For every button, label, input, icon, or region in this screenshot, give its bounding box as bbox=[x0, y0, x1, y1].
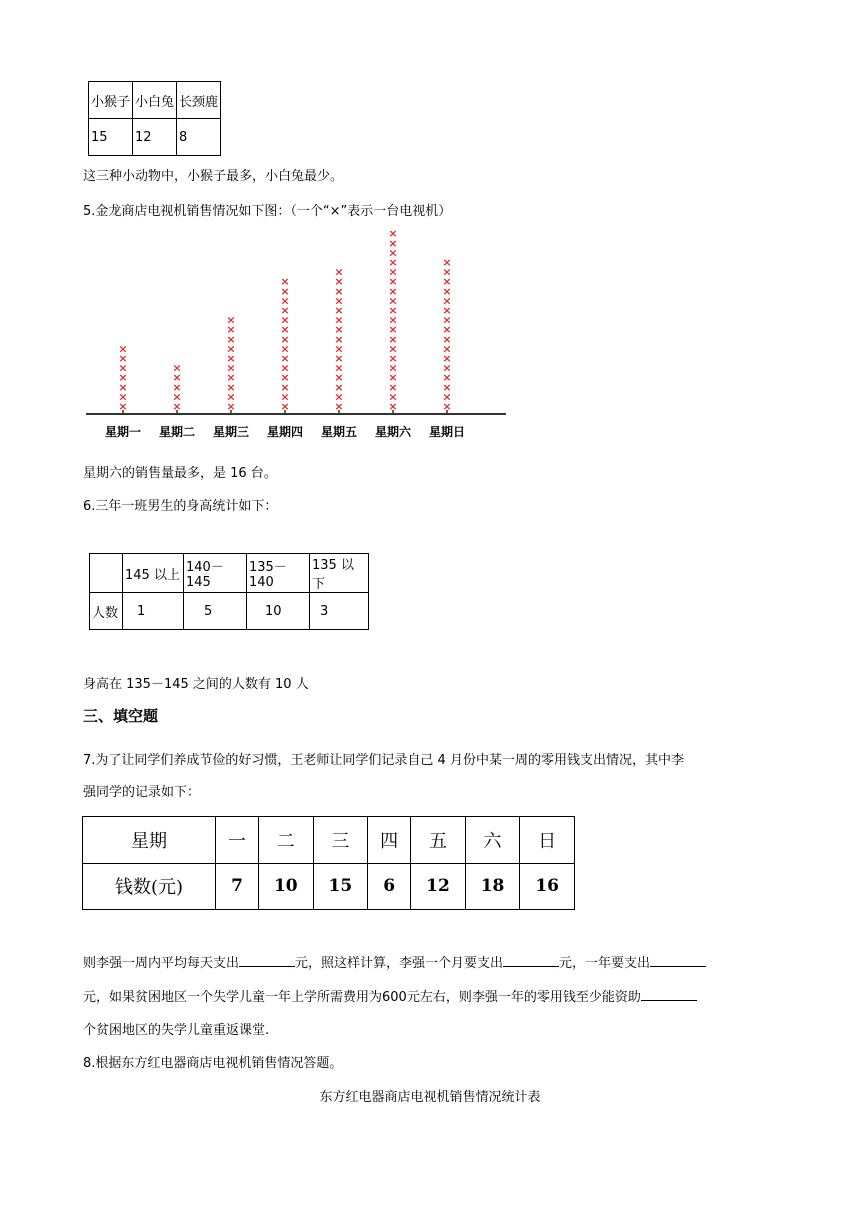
category-label: 星期一 bbox=[104, 425, 142, 439]
data-mark-x: × bbox=[280, 390, 290, 404]
data-mark-x: × bbox=[280, 304, 290, 317]
data-mark-x: × bbox=[442, 275, 452, 289]
tv-sales-chart bbox=[86, 224, 508, 446]
data-mark-x: × bbox=[388, 390, 398, 404]
data-mark-x: × bbox=[280, 332, 290, 346]
data-mark-x: × bbox=[442, 265, 452, 279]
data-mark-x: × bbox=[334, 294, 344, 308]
q6-title: 6.三年一班男生的身高统计如下： bbox=[83, 499, 278, 514]
data-mark-x: × bbox=[442, 371, 452, 385]
category-label: 星期四 bbox=[266, 425, 304, 439]
data-mark-x: × bbox=[280, 352, 290, 365]
table-cell: 6 bbox=[368, 863, 411, 910]
data-mark-x: × bbox=[118, 361, 128, 375]
table-cell: 钱数(元) bbox=[83, 863, 216, 910]
q8-title: 8.根据东方红电器商店电视机销售情况答题。 bbox=[83, 1056, 343, 1071]
data-mark-x: × bbox=[334, 265, 344, 279]
data-mark-x: × bbox=[334, 313, 344, 327]
q5-statement: 星期六的销售量最多，是 16 台。 bbox=[83, 466, 277, 481]
table-cell: 145 以上 bbox=[123, 554, 184, 593]
data-mark-x: × bbox=[334, 390, 344, 404]
table-row bbox=[89, 82, 221, 119]
data-mark-x: × bbox=[442, 380, 452, 394]
data-mark-x: × bbox=[334, 332, 344, 346]
data-mark-x: × bbox=[442, 390, 452, 404]
data-mark-x: × bbox=[442, 332, 452, 346]
data-mark-x: × bbox=[118, 342, 128, 356]
table-cell: 五 bbox=[411, 817, 466, 864]
data-mark-x: × bbox=[442, 304, 452, 317]
data-mark-x: × bbox=[388, 313, 398, 327]
table-cell: 三 bbox=[313, 817, 368, 864]
data-mark-x: × bbox=[334, 284, 344, 298]
category-label: 星期日 bbox=[428, 425, 466, 439]
text-segment: 元，照这样计算，李强一个月要支出 bbox=[295, 956, 504, 971]
table-cell: 1 bbox=[123, 593, 184, 630]
data-mark-x: × bbox=[442, 294, 452, 308]
spending-table bbox=[82, 816, 575, 910]
data-mark-x: × bbox=[334, 352, 344, 365]
data-mark-x: × bbox=[388, 256, 398, 269]
category-label: 星期六 bbox=[374, 425, 412, 439]
table-row bbox=[83, 817, 575, 864]
data-mark-x: × bbox=[388, 236, 398, 250]
q7-line1: 7.为了让同学们养成节俭的好习惯，王老师让同学们记录自己 4 月份中某一周的零用钱支出情况，其中李 bbox=[83, 753, 684, 768]
category-label: 星期五 bbox=[320, 425, 358, 439]
data-mark-x: × bbox=[226, 323, 236, 337]
data-mark-x: × bbox=[334, 323, 344, 337]
data-mark-x: × bbox=[442, 352, 452, 365]
table-cell: 人数 bbox=[90, 593, 123, 630]
data-mark-x: × bbox=[226, 313, 236, 327]
data-mark-x: × bbox=[334, 342, 344, 356]
data-mark-x: × bbox=[226, 390, 236, 404]
q8-table-title: 东方红电器商店电视机销售情况统计表 bbox=[319, 1090, 541, 1105]
data-mark-x: × bbox=[334, 380, 344, 394]
category-label: 星期三 bbox=[212, 425, 250, 439]
q7-line2: 强同学的记录如下： bbox=[83, 785, 201, 800]
data-mark-x: × bbox=[172, 361, 182, 375]
data-mark-x: × bbox=[388, 275, 398, 289]
table-cell: 16 bbox=[520, 863, 575, 910]
text-segment: 元，一年要支出 bbox=[559, 956, 651, 971]
table-cell: 135－140 bbox=[247, 554, 310, 593]
data-mark-x: × bbox=[442, 256, 452, 269]
data-mark-x: × bbox=[442, 400, 452, 413]
data-mark-x: × bbox=[280, 313, 290, 327]
data-mark-x: × bbox=[334, 275, 344, 289]
table-cell: 一 bbox=[216, 817, 259, 864]
table-row bbox=[89, 119, 221, 156]
height-table bbox=[89, 553, 369, 630]
q7-fill-line3: 个贫困地区的失学儿童重返课堂. bbox=[83, 1023, 270, 1038]
table-cell: 10 bbox=[258, 863, 313, 910]
table-cell: 长颈鹿 bbox=[177, 82, 221, 119]
data-mark-x: × bbox=[388, 265, 398, 279]
data-mark-x: × bbox=[118, 390, 128, 404]
data-mark-x: × bbox=[388, 342, 398, 356]
q5-title: 5.金龙商店电视机销售情况如下图：（一个“×”表示一台电视机） bbox=[83, 204, 452, 219]
data-mark-x: × bbox=[172, 380, 182, 394]
data-mark-x: × bbox=[280, 371, 290, 385]
data-mark-x: × bbox=[388, 400, 398, 413]
table-row bbox=[83, 863, 575, 910]
section-heading: 三、填空题 bbox=[83, 707, 159, 725]
data-mark-x: × bbox=[280, 275, 290, 289]
table-cell: 12 bbox=[133, 119, 177, 156]
data-mark-x: × bbox=[388, 227, 398, 241]
data-mark-x: × bbox=[388, 284, 398, 298]
data-mark-x: × bbox=[172, 390, 182, 404]
data-mark-x: × bbox=[280, 380, 290, 394]
text-segment: 元，如果贫困地区一个失学儿童一年上学所需费用为600元左右，则李强一年的零用钱至少能资助 bbox=[83, 990, 641, 1005]
table-cell: 二 bbox=[258, 817, 313, 864]
data-mark-x: × bbox=[172, 400, 182, 413]
data-mark-x: × bbox=[334, 400, 344, 413]
table-cell: 10 bbox=[247, 593, 310, 630]
table-cell: 18 bbox=[465, 863, 520, 910]
text-segment: 则李强一周内平均每天支出 bbox=[83, 956, 240, 971]
answer-blank[interactable] bbox=[239, 955, 295, 967]
table-cell: 3 bbox=[310, 593, 369, 630]
data-mark-x: × bbox=[442, 313, 452, 327]
table-cell: 小猴子 bbox=[89, 82, 133, 119]
data-mark-x: × bbox=[280, 361, 290, 375]
data-mark-x: × bbox=[388, 246, 398, 260]
q7-fill-line1 bbox=[83, 952, 706, 971]
table-cell: 12 bbox=[411, 863, 466, 910]
data-mark-x: × bbox=[388, 371, 398, 385]
data-mark-x: × bbox=[226, 380, 236, 394]
answer-blank[interactable] bbox=[650, 955, 706, 967]
table-cell bbox=[90, 554, 123, 593]
table-row bbox=[90, 554, 369, 593]
data-mark-x: × bbox=[226, 371, 236, 385]
table-cell: 日 bbox=[520, 817, 575, 864]
table-cell: 5 bbox=[184, 593, 247, 630]
data-mark-x: × bbox=[280, 342, 290, 356]
table-row bbox=[90, 593, 369, 630]
data-mark-x: × bbox=[334, 304, 344, 317]
data-mark-x: × bbox=[118, 371, 128, 385]
data-mark-x: × bbox=[280, 284, 290, 298]
q6-statement: 身高在 135－145 之间的人数有 10 人 bbox=[83, 677, 309, 692]
data-mark-x: × bbox=[226, 332, 236, 346]
data-mark-x: × bbox=[118, 400, 128, 413]
table-cell: 15 bbox=[313, 863, 368, 910]
data-mark-x: × bbox=[118, 380, 128, 394]
table-cell: 15 bbox=[89, 119, 133, 156]
data-mark-x: × bbox=[388, 332, 398, 346]
data-mark-x: × bbox=[388, 352, 398, 365]
data-mark-x: × bbox=[226, 361, 236, 375]
category-label: 星期二 bbox=[158, 425, 196, 439]
data-mark-x: × bbox=[226, 400, 236, 413]
data-mark-x: × bbox=[388, 380, 398, 394]
answer-blank[interactable] bbox=[641, 989, 697, 1001]
data-mark-x: × bbox=[388, 294, 398, 308]
data-mark-x: × bbox=[442, 361, 452, 375]
data-mark-x: × bbox=[388, 304, 398, 317]
q7-fill-line2 bbox=[83, 986, 697, 1005]
data-mark-x: × bbox=[280, 323, 290, 337]
data-mark-x: × bbox=[280, 294, 290, 308]
q4-statement: 这三种小动物中，小猴子最多，小白兔最少。 bbox=[83, 169, 344, 184]
data-mark-x: × bbox=[118, 352, 128, 365]
animal-count-table bbox=[88, 81, 221, 156]
table-cell: 135 以下 bbox=[310, 554, 369, 593]
table-cell: 7 bbox=[216, 863, 259, 910]
data-mark-x: × bbox=[226, 352, 236, 365]
answer-blank[interactable] bbox=[503, 955, 559, 967]
data-mark-x: × bbox=[442, 342, 452, 356]
table-cell: 星期 bbox=[83, 817, 216, 864]
data-mark-x: × bbox=[226, 342, 236, 356]
data-mark-x: × bbox=[388, 323, 398, 337]
table-cell: 六 bbox=[465, 817, 520, 864]
data-mark-x: × bbox=[442, 284, 452, 298]
data-mark-x: × bbox=[388, 361, 398, 375]
table-cell: 小白兔 bbox=[133, 82, 177, 119]
table-cell: 140－145 bbox=[184, 554, 247, 593]
table-cell: 四 bbox=[368, 817, 411, 864]
table-cell: 8 bbox=[177, 119, 221, 156]
data-mark-x: × bbox=[280, 400, 290, 413]
data-mark-x: × bbox=[334, 361, 344, 375]
data-mark-x: × bbox=[334, 371, 344, 385]
data-mark-x: × bbox=[172, 371, 182, 385]
data-mark-x: × bbox=[442, 323, 452, 337]
